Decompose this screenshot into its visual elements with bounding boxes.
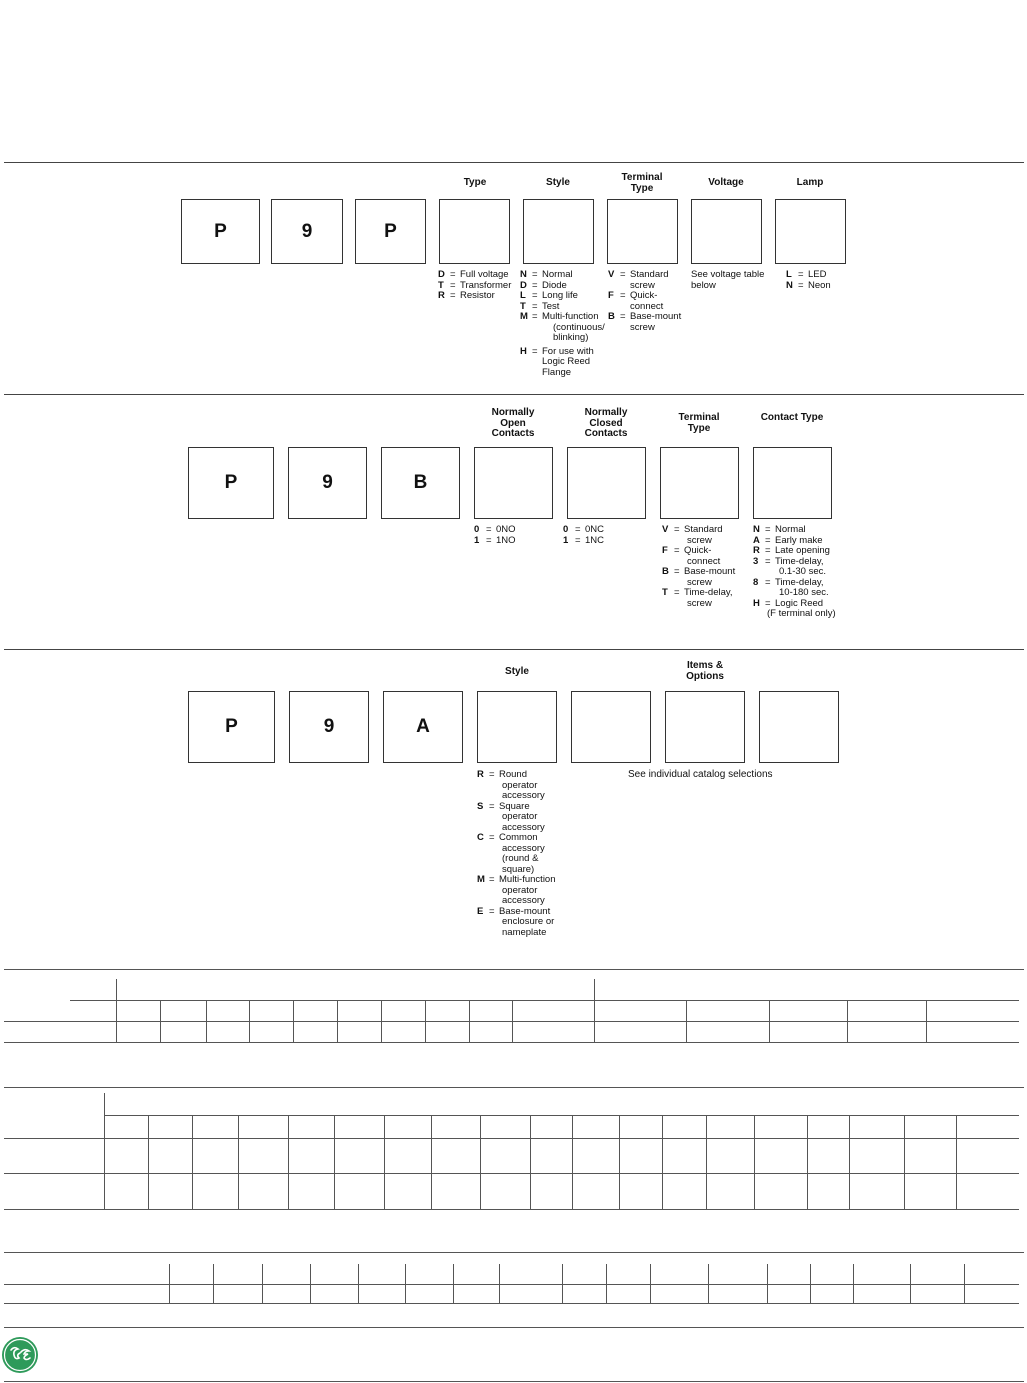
grid-line [512,1000,513,1042]
p9b-nc-box [567,447,646,519]
ge-monogram-icon [1,1336,39,1374]
p9p-lamp-legend: L = LED N = Neon [786,269,831,291]
p9p-type-box [439,199,510,264]
p9b-contact-legend: N = Normal A = Early make R = Late opening 3 = Time-delay, 0.1-30 sec. 8 = Time-delay, 10-180 sec. H = Logic Reed (F terminal only) [753,525,853,620]
p9p-terminal-header: Terminal Type [621,172,663,194]
grid-line [572,1115,573,1209]
grid-line [104,1093,105,1209]
p9b-contact-note: (F terminal only) [767,608,836,619]
section-rule [4,1087,1024,1088]
p9a-style-box [477,691,557,763]
grid-line [964,1264,965,1303]
grid-line [847,1000,848,1042]
section-rule [4,969,1024,970]
p9p-voltage-header: Voltage [708,177,744,188]
grid-line [104,1115,1019,1116]
grid-line [384,1115,385,1209]
p9b-contact-header: Contact Type [760,412,824,423]
grid-line [480,1115,481,1209]
grid-line [4,1173,1019,1174]
grid-line [116,979,117,1042]
grid-line [606,1264,607,1303]
grid-line [4,1042,1019,1043]
grid-line [662,1115,663,1209]
grid-line [213,1264,214,1303]
grid-line [853,1264,854,1303]
grid-line [70,1000,1019,1001]
grid-line [4,1284,1019,1285]
grid-line [206,1000,207,1042]
grid-line [310,1264,311,1303]
p9a-option-box-2 [665,691,745,763]
grid-line [262,1264,263,1303]
p9p-lamp-header: Lamp [796,177,824,188]
grid-line [160,1000,161,1042]
grid-line [192,1115,193,1209]
p9p-type-legend: D = Full voltage T = Transformer R = Resistor [438,269,512,301]
grid-line [807,1115,808,1209]
p9b-contact-box [753,447,832,519]
p9b-no-box [474,447,553,519]
p9a-option-box-3 [759,691,839,763]
p9a-items-note: See individual catalog selections [628,769,773,780]
p9p-box-2: 9 [271,199,343,264]
grid-line [453,1264,454,1303]
grid-line [405,1264,406,1303]
grid-line [469,1000,470,1042]
grid-line [926,1000,927,1042]
p9a-box-1: P [188,691,275,763]
grid-line [431,1115,432,1209]
grid-line [910,1264,911,1303]
grid-line [849,1115,850,1209]
grid-line [686,1000,687,1042]
p9a-box-2: 9 [289,691,369,763]
grid-line [754,1115,755,1209]
p9p-terminal-box [607,199,678,264]
grid-line [249,1000,250,1042]
p9a-items-header: Items & Options [686,660,724,682]
p9p-voltage-box [691,199,762,264]
p9b-nc-legend: 0 = 0NC 1 = 1NC [563,524,605,546]
grid-line [769,1000,770,1042]
p9a-style-header: Style [505,666,529,677]
p9p-terminal-legend: V = Standard screw F = Quick- connect B = Base-mount screw [608,269,682,333]
section-rule [4,1327,1024,1328]
grid-line [767,1264,768,1303]
grid-line [334,1115,335,1209]
p9p-box-3: P [355,199,426,264]
grid-line [169,1264,170,1303]
grid-line [810,1264,811,1303]
grid-line [358,1264,359,1303]
p9p-style-box [523,199,594,264]
p9b-box-3: B [381,447,460,519]
grid-line [904,1115,905,1209]
grid-line [4,1209,1019,1210]
section-rule [4,1252,1024,1253]
p9a-box-3: A [383,691,463,763]
p9b-terminal-box [660,447,739,519]
grid-line [562,1264,563,1303]
grid-line [499,1264,500,1303]
grid-line [708,1264,709,1303]
section-rule-p9a [4,649,1024,650]
p9b-terminal-legend: V = Standard screw F = Quick- connect B = Base-mount screw T = Time-delay, screw [662,524,736,609]
p9p-style-legend: N = Normal D = Diode L = Long life T = Test M = Multi-function (continuous/ blinking) H = For use with Logic Reed Flange [520,269,605,378]
p9p-type-header: Type [463,177,487,188]
grid-line [594,979,595,1042]
grid-line [381,1000,382,1042]
p9p-voltage-note: See voltage table below [691,269,765,291]
p9b-box-2: 9 [288,447,367,519]
p9b-no-header: Normally Open Contacts [491,407,535,439]
section-rule-p9b [4,394,1024,395]
grid-line [293,1000,294,1042]
p9p-style-header: Style [546,177,570,188]
grid-line [956,1115,957,1209]
p9b-terminal-header: Terminal Type [678,412,720,434]
section-rule [4,1381,1024,1382]
p9b-no-legend: 0 = 0NO 1 = 1NO [474,524,516,546]
p9b-box-1: P [188,447,274,519]
p9p-box-1: P [181,199,260,264]
section-rule-top [4,162,1024,163]
grid-line [530,1115,531,1209]
grid-line [238,1115,239,1209]
grid-line [706,1115,707,1209]
grid-line [650,1264,651,1303]
p9b-nc-header: Normally Closed Contacts [584,407,628,439]
grid-line [425,1000,426,1042]
p9a-style-legend: R = Round operator accessory S = Square operator accessory C = Common accessory (round & square) M = Multi-function operator accessory E = Base-mount enclosure or nameplate [477,769,556,938]
p9a-option-box-1 [571,691,651,763]
p9p-lamp-box [775,199,846,264]
grid-line [288,1115,289,1209]
grid-line [619,1115,620,1209]
grid-line [4,1138,1019,1139]
grid-line [4,1303,1019,1304]
grid-line [337,1000,338,1042]
grid-line [148,1115,149,1209]
